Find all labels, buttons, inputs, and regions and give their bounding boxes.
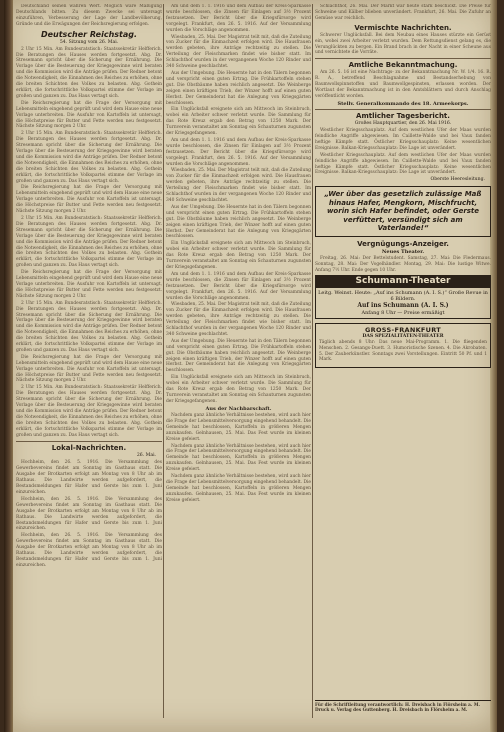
col2-paragraph-b2: Wiesbaden, 25. Mai. Der Magistrat teilt mit, daß die Zuteilung von Zucker für die Einmachzeit erfolgen wird. Die Hausfrauen werden gebeten, ihre Anträge rechtzeitig zu stellen. Die Verteilung der Fleischmarken findet wie bisher statt. Im Schlachthof wurden in der vergangenen Woche 120 Rinder und 340 Schweine geschlachtet. (166, 168, 311, 203)
neues-theater-title: Neues Theater. (381, 248, 425, 255)
schumann-theater-ad-title: Schumann-Theater (315, 275, 491, 288)
lokal-nachrichten-headline: Lokal-Nachrichten. (51, 443, 127, 452)
schumann-theater-text: Leitg. Weinst. Heute: „Auf ins Schumann (A. I. S.)“ Große Revue in 6 Bildern. (318, 289, 488, 302)
lokal-nachrichten-body (16, 460, 162, 568)
column-3-top-text (315, 4, 491, 22)
neues-theater-program (315, 256, 491, 274)
column-rule-2 (312, 4, 313, 718)
reichstag-paragraph-9: 2 Uhr 15 Min. Am Bundesratstisch: Staatssekretär Helfferich. Die Beratungen des Hauses werden fortgesetzt. Abg. Dr. Stresemann spricht über die Sicherung der Ernährung. Die Vorlage über die Besteuerung der Kriegsgewinne wird beraten und die Kommission wird die Anträge prüfen. Der Redner betont die Notwendigkeit, die Einnahmen des Reiches zu erhöhen, ohne die breiten Schichten des Volkes zu belasten. Abg. Gothein erklärt, die fortschrittliche Volkspartei stimme der Vorlage im großen und ganzen zu. Das Haus vertagt sich. (16, 385, 162, 438)
col2-paragraph-b3: Wiesbaden, 25. Mai. Der Magistrat teilt mit, daß die Zuteilung von Zucker für die Einmachzeit erfolgen wird. Die Hausfrauen werden gebeten, ihre Anträge rechtzeitig zu stellen. Die Verteilung der Fleischmarken findet wie bisher statt. Im Schlachthof wurden in der vergangenen Woche 120 Rinder und 340 Schweine geschlachtet. (166, 302, 311, 337)
reichstag-paragraph-8: Die Reichsregierung hat die Frage der Versorgung mit Lebensmitteln eingehend geprüft und wird dem Hause eine neue Vorlage unterbreiten. Die Ausfuhr von Kartoffeln ist untersagt, die Höchstpreise für Butter und Fette werden neu festgesetzt. Nächste Sitzung morgen 2 Uhr. (16, 354, 162, 384)
vermischte-nachrichten-body (315, 33, 491, 57)
book-binding (4, 0, 13, 732)
nachbarschaft-headline: Aus der Nachbarschaft. (205, 405, 272, 412)
col2-paragraph-a3: Am und dem 1. 1. 1916 und dem Aufbau der Kreis-Sparkasse wurde beschlossen, die Zinsen für Einlagen auf 3½ Prozent festzusetzen. Der Bericht über die Kriegsfürsorge wird vorgelegt. Frankfurt, den 26. 5. 1916. Auf der Versammlung wurden die Vorschläge angenommen. (166, 271, 311, 301)
tagesbericht-headline: Amtlicher Tagesbericht. (356, 112, 450, 121)
hafer-warning-ad: „Wer über das gesetzlich zulässige Maß hinaus Hafer, Mengkorn, Mischfrucht, worin sich Hafer befindet, oder Gerste verfüttert, versündigt sich am Vaterlande!“ (315, 186, 491, 237)
tagesbericht-dateline: Großes Hauptquartier, den 26. Mai 1916. (354, 121, 452, 127)
col2-paragraph-c: Aus der Umgebung. Die Heuernte hat in den Tälern begonnen und verspricht einen guten Ertrag. Die Frühkartoffeln stehen gut. Die Obstbäume haben reichlich angesetzt. Die Weinberge zeigen einen kräftigen Trieb, der Winzer hofft auf einen guten Herbst. Der Gemeinderat hat die Anlegung von Kriegsgärten beschlossen. (166, 70, 311, 106)
reichstag-paragraph-6: Die Reichsregierung hat die Frage der Versorgung mit Lebensmitteln eingehend geprüft und wird dem Hause eine neue Vorlage unterbreiten. Die Ausfuhr von Kartoffeln ist untersagt, die Höchstpreise für Butter und Fette werden neu festgesetzt. Nächste Sitzung morgen 2 Uhr. (16, 270, 162, 299)
col2-paragraph-b: Wiesbaden, 25. Mai. Der Magistrat teilt mit, daß die Zuteilung von Zucker für die Einmachzeit erfolgen wird. Die Hausfrauen werden gebeten, ihre Anträge rechtzeitig zu stellen. Die Verteilung der Fleischmarken findet wie bisher statt. Im Schlachthof wurden in der vergangenen Woche 120 Rinder und 340 Schweine geschlachtet. (166, 34, 311, 70)
col2-paragraph-d: Ein Unglücksfall ereignete sich am Mittwoch im Steinbruch, wobei ein Arbeiter schwer verletzt wurde. Die Sammlung für das Rote Kreuz ergab den Betrag von 1250 Mark. Der Turnverein veranstaltet am Sonntag ein Schauturnen zugunsten der Kriegsgefangenen. (166, 107, 311, 137)
gross-frankfurt-text: Täglich abends 8 Uhr: Das neue Mai-Programm. 1. Die fliegenden Menschen. 2. Gesangs-Duett. 3. Humoristische Szenen. 4. Die Akrobaten. 5. Der Zauberkünstler. Sonntags zwei Vorstellungen. Eintritt 50 Pf. und 1 Mark. (319, 339, 487, 363)
amtliche-bekanntmachung-body (315, 70, 491, 100)
reichstag-paragraph-7: 2 Uhr 15 Min. Am Bundesratstisch: Staatssekretär Helfferich. Die Beratungen des Hauses werden fortgesetzt. Abg. Dr. Stresemann spricht über die Sicherung der Ernährung. Die Vorlage über die Besteuerung der Kriegsgewinne wird beraten und die Kommission wird die Anträge prüfen. Der Redner betont die Notwendigkeit, die Einnahmen des Reiches zu erhöhen, ohne die breiten Schichten des Volkes zu belasten. Abg. Gothein erklärt, die fortschrittliche Volkspartei stimme der Vorlage im großen und ganzen zu. Das Haus vertagt sich. (16, 300, 162, 353)
reichstag-paragraph-4: Die Reichsregierung hat die Frage der Versorgung mit Lebensmitteln eingehend geprüft und wird dem Hause eine neue Vorlage unterbreiten. Die Ausfuhr von Kartoffeln ist untersagt, die Höchstpreise für Butter und Fette werden neu festgesetzt. Nächste Sitzung morgen 2 Uhr. (16, 185, 162, 215)
reichstag-subheadline: 54. Sitzung vom 26. Mai. (59, 39, 119, 45)
tagesbericht-paragraph-1: Westlicher Kriegsschauplatz. Auf dem westlichen Ufer der Maas wurden feindliche Angriffe abgewiesen. Im Caillette-Walde und bei Vaux fanden heftige Kämpfe statt. Östlicher Kriegsschauplatz: Keine wesentlichen Ereignisse. Balkan-Kriegsschauplatz: Die Lage ist unverändert. (315, 128, 491, 151)
col2-paragraph-c2: Aus der Umgebung. Die Heuernte hat in den Tälern begonnen und verspricht einen guten Ertrag. Die Frühkartoffeln stehen gut. Die Obstbäume haben reichlich angesetzt. Die Weinberge zeigen einen kräftigen Trieb, der Winzer hofft auf einen guten Herbst. Der Gemeinderat hat die Anlegung von Kriegsgärten beschlossen. (166, 204, 311, 240)
column-rule-1 (163, 4, 164, 718)
lokal-nachrichten-date: 26. Mai. (136, 452, 156, 458)
newspaper-page (4, 0, 497, 732)
reichstag-body (16, 47, 162, 439)
section-divider (16, 441, 162, 442)
nachbarschaft-body (166, 413, 311, 504)
schumann-theater-show: Auf ins Schumann (A. I. S.) (357, 302, 449, 310)
col2-paragraph-c3: Aus der Umgebung. Die Heuernte hat in den Tälern begonnen und verspricht einen guten Ertrag. Die Frühkartoffeln stehen gut. Die Obstbäume haben reichlich angesetzt. Die Weinberge zeigen einen kräftigen Trieb, der Winzer hofft auf einen guten Herbst. Der Gemeinderat hat die Anlegung von Kriegsgärten beschlossen. (166, 338, 311, 374)
reichstag-paragraph-3: 2 Uhr 15 Min. Am Bundesratstisch: Staatssekretär Helfferich. Die Beratungen des Hauses werden fortgesetzt. Abg. Dr. Stresemann spricht über die Sicherung der Ernährung. Die Vorlage über die Besteuerung der Kriegsgewinne wird beraten und die Kommission wird die Anträge prüfen. Der Redner betont die Notwendigkeit, die Einnahmen des Reiches zu erhöhen, ohne die breiten Schichten des Volkes zu belasten. Abg. Gothein erklärt, die fortschrittliche Volkspartei stimme der Vorlage im großen und ganzen zu. Das Haus vertagt sich. (16, 131, 162, 184)
imprint-footer: Für die Schriftleitung verantwortlich: H. Dreisbach in Flörsheim a. M. Druck u. Verlag des Guttenberg. H. Dreisbach in Flörsheim a. M. (315, 700, 491, 713)
column-1-top-text (16, 4, 162, 28)
schumann-theater-ad-body (315, 288, 491, 319)
lokal-paragraph-1: Hochheim, den 26. 5. 1916. Die Versammlung des Gewerbevereins findet am Sonntag im Gasthaus statt. Die Ausgabe der Brotkarten erfolgt am Montag von 8 Uhr ab im Rathaus. Die Landwirte werden aufgefordert, die Bestandsmeldungen für Hafer und Gerste bis zum 1. Juni einzureichen. (16, 460, 162, 495)
col2-paragraph-d2: Ein Unglücksfall ereignete sich am Mittwoch im Steinbruch, wobei ein Arbeiter schwer verletzt wurde. Die Sammlung für das Rote Kreuz ergab den Betrag von 1250 Mark. Der Turnverein veranstaltet am Sonntag ein Schauturnen zugunsten der Kriegsgefangenen. (166, 241, 311, 270)
col2-paragraph-a2: Am und dem 1. 1. 1916 und dem Aufbau der Kreis-Sparkasse wurde beschlossen, die Zinsen für Einlagen auf 3½ Prozent festzusetzen. Der Bericht über die Kriegsfürsorge wird vorgelegt. Frankfurt, den 26. 5. 1916. Auf der Versammlung wurden die Vorschläge angenommen. (166, 137, 311, 167)
vermischte-paragraph-1: Schwerer Unglücksfall. Bei dem Neubau eines Hauses stürzte ein Gerüst ein, wobei zwei Arbeiter verletzt wurden. Dem Rettungsdienst gelang es, die Verunglückten zu bergen. Ein Brand brach in der Nacht in einer Scheune aus und vernichtete die Vorräte. (315, 32, 491, 56)
nachbarschaft-paragraph-3: Nachdem ganz ähnliche Verhältnisse bestehen, wird auch hier die Frage der Lebensmittelversorgung eingehend behandelt. Die Gemeinde hat beschlossen, Kartoffeln in größeren Mengen anzukaufen. Gelnhausen, 25. Mai. Das Fest wurde im kleinen Kreise gefeiert. (166, 474, 311, 503)
section-divider (315, 58, 491, 59)
tagesbericht-signature: Oberste Heeresleitung. (430, 177, 485, 183)
nachbarschaft-paragraph-2: Nachdem ganz ähnliche Verhältnisse bestehen, wird auch hier die Frage der Lebensmittelversorgung eingehend behandelt. Die Gemeinde hat beschlossen, Kartoffeln in größeren Mengen anzukaufen. Gelnhausen, 25. Mai. Das Fest wurde im kleinen Kreise gefeiert. (166, 443, 311, 473)
column-1 (16, 4, 162, 720)
gross-frankfurt-ad (315, 323, 491, 369)
reichstag-paragraph-2: Die Reichsregierung hat die Frage der Versorgung mit Lebensmitteln eingehend geprüft und wird dem Hause eine neue Vorlage unterbreiten. Die Ausfuhr von Kartoffeln ist untersagt, die Höchstpreise für Butter und Fette werden neu festgesetzt. Nächste Sitzung morgen 2 Uhr. (16, 100, 162, 130)
column-3 (315, 4, 491, 720)
page-edge (490, 0, 497, 732)
reichstag-paragraph-5: 2 Uhr 15 Min. Am Bundesratstisch: Staatssekretär Helfferich. Die Beratungen des Hauses werden fortgesetzt. Abg. Dr. Stresemann spricht über die Sicherung der Ernährung. Die Vorlage über die Besteuerung der Kriegsgewinne wird beraten und die Kommission wird die Anträge prüfen. Der Redner betont die Notwendigkeit, die Einnahmen des Reiches zu erhöhen, ohne die breiten Schichten des Volkes zu belasten. Abg. Gothein erklärt, die fortschrittliche Volkspartei stimme der Vorlage im großen und ganzen zu. Das Haus vertagt sich. (16, 216, 162, 269)
bekanntmachung-paragraph-1: Am 26. 5. 16 ist eine Nachtrags- zu der Bekanntmachung Nr. W. 1/4. 16. R. R. A., betreffend Beschlagnahme und Bestandserhebung von Baumwollspinnstoffen und Baumwollgespinsten, erlassen worden. Der Wortlaut der Bekanntmachung ist in den Amtsblättern und durch Anschlag veröffentlicht worden. (315, 70, 491, 99)
vergnuegungs-anzeiger-headline: Vergnügungs-Anzeiger. (357, 239, 449, 248)
col2-paragraph-d3: Ein Unglücksfall ereignete sich am Mittwoch im Steinbruch, wobei ein Arbeiter schwer verletzt wurde. Die Sammlung für das Rote Kreuz ergab den Betrag von 1250 Mark. Der Turnverein veranstaltet am Sonntag ein Schauturnen zugunsten der Kriegsgefangenen. (166, 375, 311, 404)
reichstag-headline: Deutscher Reichstag. (40, 29, 138, 39)
lokal-paragraph-3: Hochheim, den 26. 5. 1916. Die Versammlung des Gewerbevereins findet am Sonntag im Gasthaus statt. Die Ausgabe der Brotkarten erfolgt am Montag von 8 Uhr ab im Rathaus. Die Landwirte werden aufgefordert, die Bestandsmeldungen für Hafer und Gerste bis zum 1. Juni einzureichen. (16, 533, 162, 568)
col2-paragraph-a: Am und dem 1. 1. 1916 und dem Aufbau der Kreis-Sparkasse wurde beschlossen, die Zinsen für Einlagen auf 3½ Prozent festzusetzen. Der Bericht über die Kriegsfürsorge wird vorgelegt. Frankfurt, den 26. 5. 1916. Auf der Versammlung wurden die Vorschläge angenommen. (166, 4, 311, 33)
vermischte-nachrichten-headline: Vermischte Nachrichten. (354, 23, 452, 32)
theater-program-paragraph: Freitag, 26. Mai: Der Bettelstudent. Samstag, 27. Mai: Die Fledermaus. Sonntag, 28. Mai: Der Vogelhändler. Montag, 29. Mai: Die lustige Witwe. Anfang 7½ Uhr. Ende gegen 10 Uhr. (315, 255, 491, 273)
section-divider (315, 109, 491, 110)
amtliche-bekanntmachung-headline: Amtliche Bekanntmachung. (348, 61, 458, 70)
tagesbericht-body (315, 128, 491, 176)
reichstag-paragraph-1: 2 Uhr 15 Min. Am Bundesratstisch: Staatssekretär Helfferich. Die Beratungen des Hauses werden fortgesetzt. Abg. Dr. Stresemann spricht über die Sicherung der Ernährung. Die Vorlage über die Besteuerung der Kriegsgewinne wird beraten und die Kommission wird die Anträge prüfen. Der Redner betont die Notwendigkeit, die Einnahmen des Reiches zu erhöhen, ohne die breiten Schichten des Volkes zu belasten. Abg. Gothein erklärt, die fortschrittliche Volkspartei stimme der Vorlage im großen und ganzen zu. Das Haus vertagt sich. (16, 46, 162, 99)
column-2 (166, 4, 311, 720)
col1-top-paragraph: Deutschland seinen wahren Wert. Möglich wäre Mäßigung Deutschlands bitten. Zu diesem Zwecke sei untersagt einzuführen, Verbesserung der Lage der Landbevölkerung, Gründe und die Erwägungen der Reichsregierung erfolgen. (16, 4, 162, 27)
gross-frankfurt-title: GROSS-FRANKFURT (365, 325, 441, 334)
tagesbericht-paragraph-2: Westlicher Kriegsschauplatz. Auf dem westlichen Ufer der Maas wurden feindliche Angriffe abgewiesen. Im Caillette-Walde und bei Vaux fanden heftige Kämpfe statt. Östlicher Kriegsschauplatz: Keine wesentlichen Ereignisse. Balkan-Kriegsschauplatz: Die Lage ist unverändert. (315, 152, 491, 176)
gross-frankfurt-program (319, 340, 487, 364)
schumann-theater-time: Anfang 8 Uhr — Preise ermäßigt (361, 309, 445, 316)
gross-frankfurt-subtitle: DAS SPEZIALITÄTEN-THEATER (362, 333, 444, 339)
nachbarschaft-paragraph-1: Nachdem ganz ähnliche Verhältnisse bestehen, wird auch hier die Frage der Lebensmittelversorgung eingehend behandelt. Die Gemeinde hat beschlossen, Kartoffeln in größeren Mengen anzukaufen. Gelnhausen, 25. Mai. Das Fest wurde im kleinen Kreise gefeiert. (166, 413, 311, 442)
column-2-text (166, 4, 311, 405)
bekanntmachung-signature: Stellv. Generalkommando des 18. Armeekorps. (337, 100, 469, 107)
col3-top-paragraph: Schlachthof, 26. Mai. Der Markt war heute stark beschickt. Die Preise für Schweine und Kälber blieben unverändert. Frankfurt, 26. Mai. Die Zufuhr an Gemüse war reichlich. (315, 4, 491, 21)
lokal-paragraph-2: Hochheim, den 26. 5. 1916. Die Versammlung des Gewerbevereins findet am Sonntag im Gasthaus statt. Die Ausgabe der Brotkarten erfolgt am Montag von 8 Uhr ab im Rathaus. Die Landwirte werden aufgefordert, die Bestandsmeldungen für Hafer und Gerste bis zum 1. Juni einzureichen. (16, 496, 162, 532)
